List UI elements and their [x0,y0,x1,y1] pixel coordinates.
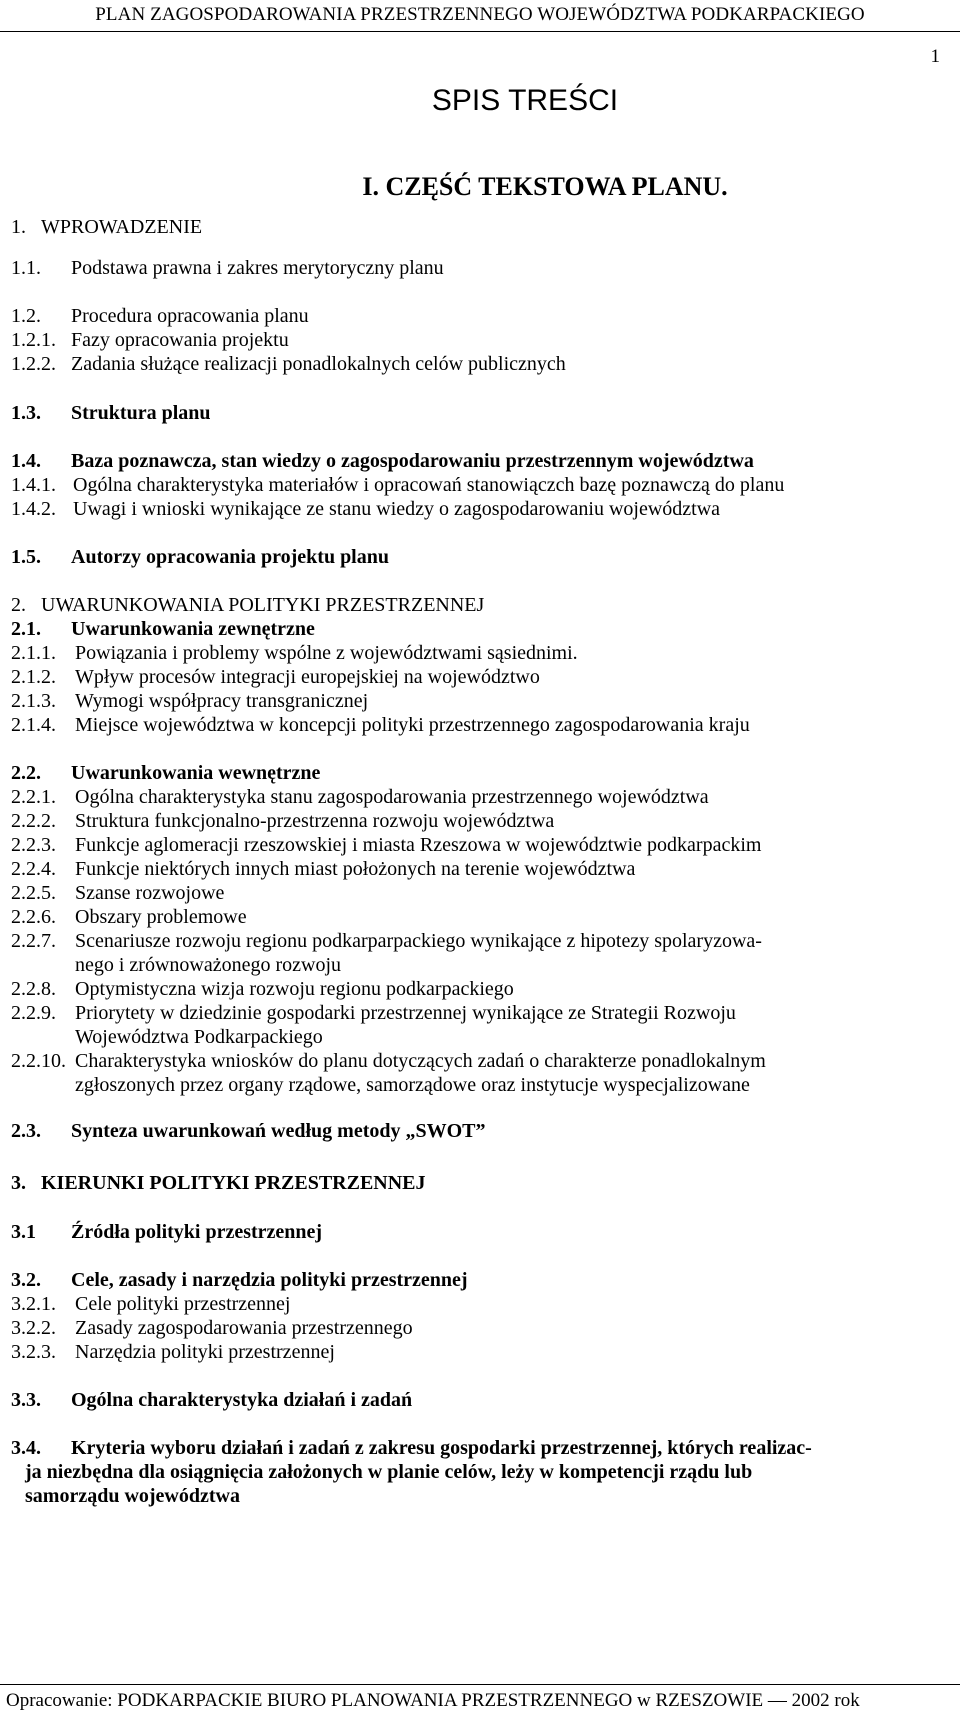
toc-entry-number: 1.2.1. [11,329,56,351]
toc-entry-number: 3.4. [11,1437,41,1459]
toc-entry-number: 3.2.2. [11,1317,56,1339]
toc-entry-text: Funkcje aglomeracji rzeszowskiej i miasta Rzeszowa w województwie podkarpackim [75,834,762,856]
toc-entry [25,1485,240,1508]
toc-entry-text: Synteza uwarunkowań według metody „SWOT” [71,1120,486,1142]
toc-entry [11,1437,812,1460]
toc-entry-text: Województwa Podkarpackiego [75,1026,323,1048]
toc-entry [11,1269,468,1292]
footer-rule [0,1684,960,1685]
toc-entry-number: 2.2.5. [11,882,56,904]
toc-entry-text: zgłoszonych przez organy rządowe, samorządowe oraz instytucje wyspecjalizowane [75,1074,750,1096]
toc-entry-number: 1. [11,216,26,238]
toc-entry-number: 1.2. [11,305,41,327]
toc-entry [11,834,761,857]
toc-entry-number: 2.2.2. [11,810,56,832]
footer-right: 2002 rok [791,1690,860,1711]
toc-entry [11,930,762,953]
toc-entry-number: 2.2.10. [11,1050,66,1072]
toc-entry [11,642,578,665]
toc-entry-text: Wpływ procesów integracji europejskiej na województwo [75,666,540,688]
toc-entry-number: 2.2.1. [11,786,56,808]
header-rule [0,31,960,32]
toc-entry-number: 2.2.9. [11,1002,56,1024]
toc-entry-number: 2. [11,594,26,616]
toc-entry-number: 2.3. [11,1120,41,1142]
toc-entry [11,353,566,376]
page-number: 1 [930,46,940,67]
toc-entry-number: 3.2.1. [11,1293,56,1315]
toc-entry [11,786,709,809]
toc-entry-number: 3. [11,1172,26,1194]
toc-entry-text: KIERUNKI POLITYKI PRZESTRZENNEJ [41,1172,426,1194]
toc-entry-text: Ogólna charakterystyka działań i zadań [71,1389,413,1411]
toc-entry-text: Funkcje niektórych innych miast położonych na terenie województwa [75,858,636,880]
toc-entry-text: Ogólna charakterystyka stanu zagospodarowania przestrzennego województwa [75,786,709,808]
toc-entry [11,546,389,569]
toc-entry-number: 2.1.1. [11,642,56,664]
toc-entry-number: 3.2.3. [11,1341,56,1363]
toc-entry-number: 2.2.7. [11,930,56,952]
running-footer: Opracowanie: PODKARPACKIE BIURO PLANOWANIA PRZESTRZENNEGO w RZESZOWIE — 2002 rok [6,1690,860,1711]
toc-entry-number: 1.3. [11,402,41,424]
toc-entry-text: Podstawa prawna i zakres merytoryczny planu [71,257,444,279]
toc-entry-text: Scenariusze rozwoju regionu podkarparpackiego wynikające z hipotezy spolaryzowa- [75,930,762,952]
toc-entry [11,498,720,521]
toc-entry-text: Optymistyczna wizja rozwoju regionu podkarpackiego [75,978,514,1000]
toc-entry [11,762,320,785]
toc-entry-text: Uwarunkowania wewnętrzne [71,762,321,784]
toc-entry [11,690,368,713]
toc-entry-text: Obszary problemowe [75,906,247,928]
toc-entry [11,1389,412,1412]
toc-entry-text: Wymogi współpracy transgranicznej [75,690,369,712]
toc-entry [11,1026,323,1049]
toc-entry-text: Procedura opracowania planu [71,305,309,327]
toc-entry-number: 2.1.4. [11,714,56,736]
toc-entry [11,1074,750,1097]
toc-entry [11,810,554,833]
toc-entry-text: ja niezbędna dla osiągnięcia założonych w planie celów, leży w kompetencji rządu lub [25,1461,753,1483]
toc-entry [11,450,754,473]
toc-entry-text: Powiązania i problemy wspólne z województwami sąsiednimi. [75,642,578,664]
toc-entry-text: samorządu województwa [25,1485,240,1507]
toc-entry-number: 3.2. [11,1269,41,1291]
toc-entry [11,216,202,239]
toc-entry-number: 2.1.3. [11,690,56,712]
toc-entry-text: Uwarunkowania zewnętrzne [71,618,315,640]
toc-entry-text: UWARUNKOWANIA POLITYKI PRZESTRZENNEJ [41,594,485,616]
toc-entry [11,714,750,737]
toc-entry-number: 1.4.2. [11,498,56,520]
toc-entry [11,1172,426,1195]
toc-entry [11,594,484,617]
toc-entry-text: Baza poznawcza, stan wiedzy o zagospodarowaniu przestrzennym województwa [71,450,754,472]
toc-entry-number: 2.2.3. [11,834,56,856]
toc-entry-text: Fazy opracowania projektu [71,329,289,351]
toc-entry [11,402,211,425]
toc-entry [11,1002,736,1025]
toc-entry-text: Uwagi i wnioski wynikające ze stanu wiedzy o zagospodarowaniu województwa [73,498,721,520]
toc-entry-number: 1.4. [11,450,41,472]
toc-entry [11,978,514,1001]
toc-entry-text: Zadania służące realizacji ponadlokalnych celów publicznych [71,353,566,375]
toc-entry-text: WPROWADZENIE [41,216,203,238]
toc-entry-text: Kryteria wyboru działań i zadań z zakresu gospodarki przestrzennej, których realizac- [71,1437,812,1459]
running-header: PLAN ZAGOSPODAROWANIA PRZESTRZENNEGO WOJEWÓDZTWA PODKARPACKIEGO [95,4,865,25]
toc-entry-number: 1.4.1. [11,474,56,496]
toc-entry-text: Narzędzia polityki przestrzennej [75,1341,335,1363]
toc-entry [11,954,341,977]
toc-entry-text: Miejsce województwa w koncepcji polityki przestrzennego zagospodarowania kraju [75,714,750,736]
toc-entry [11,305,309,328]
toc-entry [11,257,444,280]
toc-entry-number: 1.2.2. [11,353,56,375]
toc-entry-number: 2.2.6. [11,906,56,928]
toc-entry-text: Szanse rozwojowe [75,882,225,904]
toc-entry-text: Zasady zagospodarowania przestrzennego [75,1317,413,1339]
toc-entry-text: Charakterystyka wniosków do planu dotyczących zadań o charakterze ponadlokalnym [75,1050,766,1072]
toc-entry [11,1317,413,1340]
toc-entry [11,1293,290,1316]
toc-entry [11,858,635,881]
toc-entry-number: 2.2.4. [11,858,56,880]
toc-entry [11,329,289,352]
toc-entry [11,1120,486,1143]
toc-entry-text: Struktura planu [71,402,211,424]
toc-entry-text: Autorzy opracowania projektu planu [71,546,389,568]
toc-entry [11,906,247,929]
part-heading: I. CZĘŚĆ TEKSTOWA PLANU. [362,172,728,201]
toc-entry-text: Priorytety w dziedzinie gospodarki przestrzennej wynikające ze Strategii Rozwoju [75,1002,736,1024]
toc-entry-number: 3.1 [11,1221,36,1243]
toc-entry [11,882,224,905]
toc-entry-number: 2.2. [11,762,41,784]
toc-entry-text: Struktura funkcjonalno-przestrzenna rozwoju województwa [75,810,555,832]
toc-entry-number: 1.1. [11,257,41,279]
toc-entry [11,474,784,497]
toc-entry [11,666,540,689]
toc-entry-text: Cele polityki przestrzennej [75,1293,291,1315]
toc-entry-text: Ogólna charakterystyka materiałów i opracowań stanowiączch bazę poznawczą do planu [73,474,785,496]
toc-entry-number: 2.1.2. [11,666,56,688]
toc-entry [11,1221,322,1244]
toc-entry-text: nego i zrównoważonego rozwoju [75,954,342,976]
toc-entry-text: Źródła polityki przestrzennej [71,1221,323,1243]
footer-left: Opracowanie: PODKARPACKIE BIURO PLANOWANIA PRZESTRZENNEGO w RZESZOWIE [6,1690,764,1711]
toc-entry [11,1461,752,1484]
document-title: SPIS TREŚCI [431,84,619,117]
toc-entry [11,1050,766,1073]
toc-entry-number: 2.2.8. [11,978,56,1000]
toc-entry-number: 3.3. [11,1389,41,1411]
toc-entry-text: Cele, zasady i narzędzia polityki przestrzennej [71,1269,468,1291]
toc-entry-number: 2.1. [11,618,41,640]
toc-entry [11,1341,335,1364]
toc-entry [11,618,315,641]
toc-entry-number: 1.5. [11,546,41,568]
